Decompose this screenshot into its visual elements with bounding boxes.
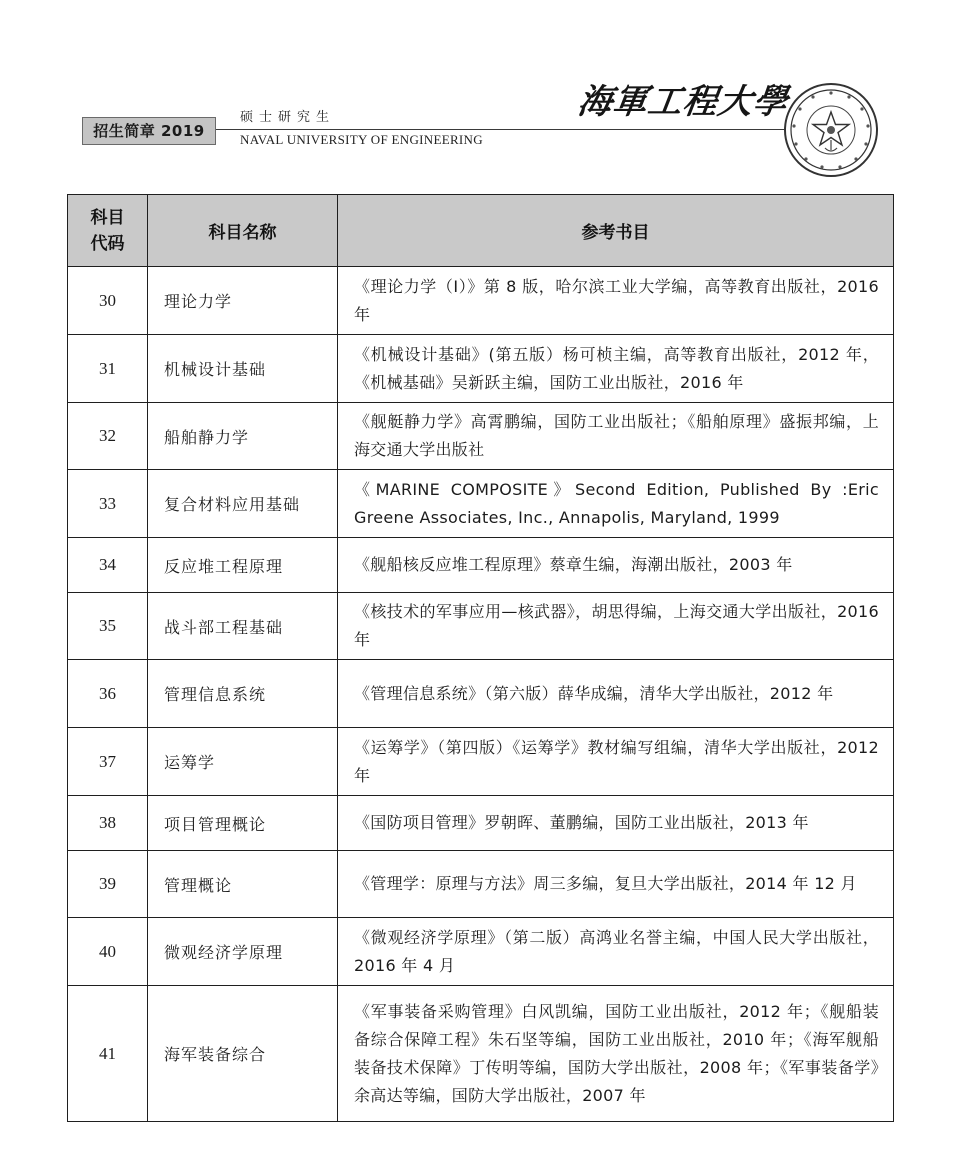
subject-code: 41: [68, 986, 148, 1122]
table-row: [68, 403, 894, 470]
table-row: [68, 470, 894, 538]
subject-code: 31: [68, 335, 148, 403]
column-header-code: [68, 195, 148, 267]
table-row: [68, 986, 894, 1122]
column-header-code-line1: 科目: [90, 207, 125, 228]
subject-name: 管理信息系统: [148, 660, 338, 728]
subject-code: 39: [68, 851, 148, 918]
table-row: [68, 851, 894, 918]
reference-books: 《理论力学（Ⅰ）》第 8 版，哈尔滨工业大学编，高等教育出版社，2016 年: [338, 267, 894, 335]
subject-name: 反应堆工程原理: [148, 538, 338, 593]
reference-books: 《舰艇静力学》高霄鹏编，国防工业出版社；《船舶原理》盛振邦编，上海交通大学出版社: [338, 403, 894, 470]
subject-code: 33: [68, 470, 148, 538]
reference-books: 《核技术的军事应用—核武器》，胡思得编，上海交通大学出版社，2016 年: [338, 593, 894, 660]
table-row: [68, 335, 894, 403]
subject-name: 管理概论: [148, 851, 338, 918]
subject-name: 战斗部工程基础: [148, 593, 338, 660]
column-header-name: 科目名称: [148, 195, 338, 267]
subject-name: 机械设计基础: [148, 335, 338, 403]
table-header-row: [68, 195, 894, 267]
brochure-badge: 招生简章 2019: [82, 117, 216, 145]
reference-books: 《管理信息系统》（第六版）薛华成编，清华大学出版社，2012 年: [338, 660, 894, 728]
reference-books: 《微观经济学原理》（第二版）高鸿业名誉主编，中国人民大学出版社，2016 年 4 月: [338, 918, 894, 986]
subject-name: 项目管理概论: [148, 796, 338, 851]
reference-books: 《管理学：原理与方法》周三多编，复旦大学出版社，2014 年 12 月: [338, 851, 894, 918]
page-header: [0, 0, 960, 180]
header-divider: [216, 129, 786, 130]
subject-code: 37: [68, 728, 148, 796]
column-header-ref: 参考书目: [338, 195, 894, 267]
table-row: [68, 796, 894, 851]
header-subtitle-en: NAVAL UNIVERSITY OF ENGINEERING: [240, 132, 483, 147]
column-header-code-line2: 代码: [90, 233, 125, 254]
header-subtitle-cn: 硕士研究生: [240, 110, 336, 125]
university-calligraphy-logo: 海軍工程大學: [575, 82, 791, 122]
subject-name: 海军装备综合: [148, 986, 338, 1122]
reference-books-table: [67, 194, 893, 1122]
reference-books: 《国防项目管理》罗朝晖、董鹏编，国防工业出版社，2013 年: [338, 796, 894, 851]
subject-code: 30: [68, 267, 148, 335]
subject-name: 微观经济学原理: [148, 918, 338, 986]
table-row: [68, 267, 894, 335]
table-row: [68, 918, 894, 986]
table-row: [68, 728, 894, 796]
subject-name: 理论力学: [148, 267, 338, 335]
subject-name: 复合材料应用基础: [148, 470, 338, 538]
subject-code: 34: [68, 538, 148, 593]
subject-code: 32: [68, 403, 148, 470]
university-seal-icon: [783, 82, 879, 178]
reference-books: 《军事装备采购管理》白风凯编，国防工业出版社，2012 年；《舰船装备综合保障工程》朱石坚等编，国防工业出版社，2010 年；《海军舰船装备技术保障》丁传明等编，国防大学出版社，2008 年；《军事装备学》余高达等编，国防大学出版社，2007 年: [338, 986, 894, 1122]
subject-name: 运筹学: [148, 728, 338, 796]
table-row: [68, 593, 894, 660]
table-row: [68, 538, 894, 593]
table-row: [68, 660, 894, 728]
subject-code: 35: [68, 593, 148, 660]
reference-books: 《MARINE COMPOSITE》Second Edition, Published By :Eric Greene Associates, Inc., Annapolis, Maryland, 1999: [338, 470, 894, 538]
subject-code: 38: [68, 796, 148, 851]
reference-books: 《舰船核反应堆工程原理》蔡章生编，海潮出版社，2003 年: [338, 538, 894, 593]
reference-books: 《机械设计基础》(第五版）杨可桢主编，高等教育出版社，2012 年，《机械基础》吴新跃主编，国防工业出版社，2016 年: [338, 335, 894, 403]
reference-books: 《运筹学》（第四版）《运筹学》教材编写组编，清华大学出版社，2012 年: [338, 728, 894, 796]
subject-code: 36: [68, 660, 148, 728]
subject-name: 船舶静力学: [148, 403, 338, 470]
subject-code: 40: [68, 918, 148, 986]
